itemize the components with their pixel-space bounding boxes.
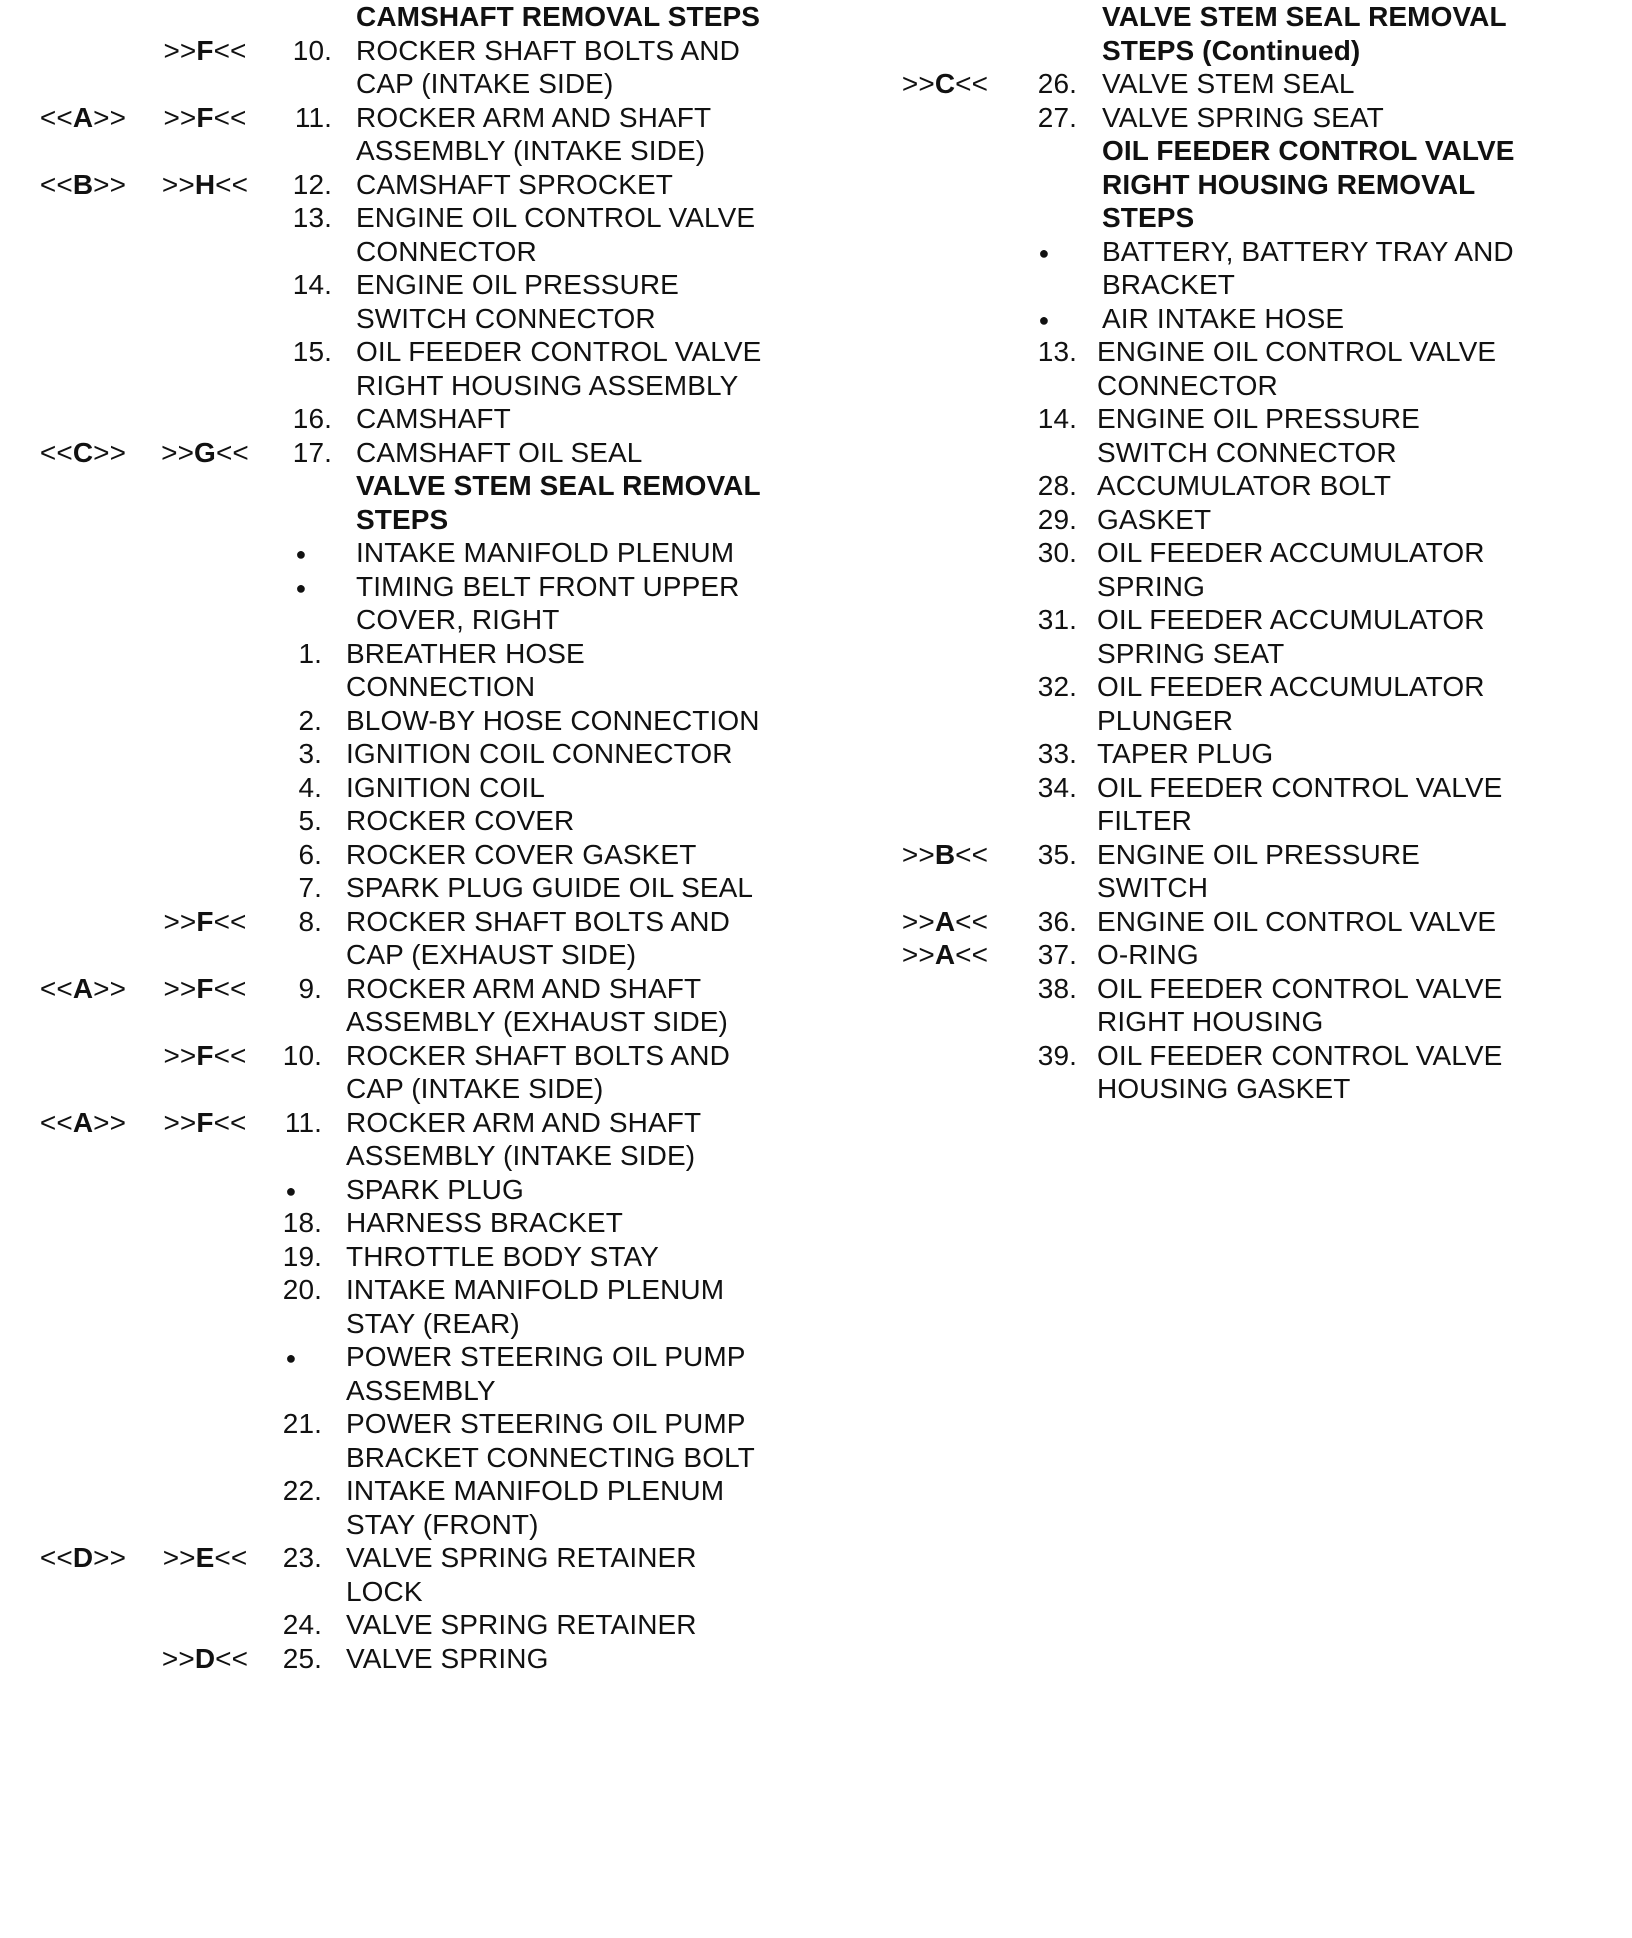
- step-item: [0, 905, 790, 972]
- step-item: [0, 1240, 790, 1274]
- step-item: [0, 1474, 790, 1541]
- removal-note-marker: >>F<<: [163, 1039, 247, 1071]
- install-note-marker: <<C>>: [39, 436, 127, 468]
- step-item: [890, 402, 1632, 469]
- step-text: TAPER PLUG: [1097, 738, 1274, 769]
- step-number: 23.: [282, 1542, 322, 1573]
- step-number: 36.: [1037, 905, 1077, 937]
- step-text: VALVE SPRING SEAT: [1102, 101, 1384, 133]
- step-text: ENGINE OIL PRESSURE SWITCH: [1097, 838, 1420, 903]
- step-item: [0, 972, 790, 1039]
- bullet-item: [890, 302, 1632, 336]
- step-item: [0, 1608, 790, 1642]
- step-item: [0, 1407, 790, 1474]
- step-text: OIL FEEDER CONTROL VALVE RIGHT HOUSING: [1097, 972, 1503, 1037]
- step-item: [890, 905, 1632, 939]
- step-text: POWER STEERING OIL PUMP BRACKET CONNECTING BOLT: [346, 1408, 755, 1473]
- step-text: OIL FEEDER CONTROL VALVE HOUSING GASKET: [1097, 1039, 1503, 1104]
- step-text: VALVE SPRING RETAINER: [346, 1609, 697, 1640]
- removal-note-marker: >>F<<: [163, 101, 247, 133]
- step-text: SPARK PLUG: [346, 1173, 524, 1205]
- step-number: 35.: [1037, 838, 1077, 870]
- step-number: 6.: [298, 838, 322, 870]
- step-item: [0, 1642, 790, 1676]
- step-number: 25.: [282, 1642, 322, 1674]
- step-text: ROCKER SHAFT BOLTS AND CAP (INTAKE SIDE): [356, 34, 740, 99]
- step-item: [890, 838, 1632, 905]
- step-number: 11.: [294, 101, 332, 133]
- step-text: OIL FEEDER ACCUMULATOR SPRING: [1097, 537, 1485, 602]
- step-item: [0, 168, 790, 202]
- step-text: VALVE SPRING RETAINER LOCK: [346, 1542, 697, 1607]
- removal-note-marker: >>D<<: [161, 1642, 249, 1674]
- bullet-icon: ●: [295, 544, 307, 564]
- bullet-item: [0, 570, 790, 637]
- step-item: [890, 335, 1632, 402]
- step-item: [890, 469, 1632, 503]
- step-number: 11.: [284, 1106, 322, 1138]
- step-number: 14.: [1037, 403, 1077, 434]
- step-number: 37.: [1037, 939, 1077, 970]
- right-column: [890, 0, 1632, 1106]
- bullet-item: [0, 1173, 790, 1207]
- step-number: 29.: [1037, 503, 1077, 535]
- step-item: [0, 771, 790, 805]
- removal-note-marker: >>G<<: [161, 436, 249, 468]
- step-item: [890, 938, 1632, 972]
- step-item: [0, 1273, 790, 1340]
- step-text: IGNITION COIL: [346, 771, 545, 803]
- step-number: 21.: [282, 1408, 322, 1439]
- step-number: 28.: [1037, 470, 1077, 501]
- step-item: [0, 268, 790, 335]
- step-text: OIL FEEDER CONTROL VALVE RIGHT HOUSING ASSEMBLY: [356, 336, 762, 401]
- step-text: ENGINE OIL PRESSURE SWITCH CONNECTOR: [356, 269, 679, 334]
- step-number: 39.: [1037, 1039, 1077, 1071]
- bullet-item: [890, 235, 1632, 302]
- step-number: 26.: [1037, 68, 1077, 99]
- step-item: [890, 603, 1632, 670]
- step-text: ROCKER COVER GASKET: [346, 838, 697, 870]
- step-item: [890, 771, 1632, 838]
- step-text: INTAKE MANIFOLD PLENUM STAY (FRONT): [346, 1475, 725, 1540]
- step-number: 7.: [298, 872, 322, 903]
- step-number: 30.: [1037, 537, 1077, 568]
- step-item: [0, 402, 790, 436]
- step-number: 13.: [292, 202, 332, 233]
- step-number: 16.: [292, 403, 332, 434]
- step-number: 12.: [292, 168, 332, 200]
- step-text: BATTERY, BATTERY TRAY AND BRACKET: [1102, 235, 1514, 300]
- step-text: ENGINE OIL CONTROL VALVE CONNECTOR: [1097, 336, 1497, 401]
- step-item: [0, 335, 790, 402]
- removal-note-marker: >>F<<: [163, 34, 247, 66]
- step-text: INTAKE MANIFOLD PLENUM: [356, 537, 735, 568]
- step-number: 24.: [282, 1609, 322, 1640]
- bullet-icon: ●: [295, 577, 307, 598]
- step-text: OIL FEEDER CONTROL VALVE FILTER: [1097, 771, 1503, 836]
- step-item: [890, 536, 1632, 603]
- step-number: 1.: [298, 637, 322, 669]
- section-heading: [0, 0, 790, 34]
- step-item: [890, 101, 1632, 135]
- bullet-icon: ●: [285, 1180, 297, 1201]
- step-item: [890, 1039, 1632, 1106]
- step-text: ENGINE OIL CONTROL VALVE: [1097, 905, 1497, 937]
- step-item: [0, 1541, 790, 1608]
- step-text: GASKET: [1097, 503, 1212, 535]
- step-text: O-RING: [1097, 939, 1199, 970]
- left-column: [0, 0, 790, 1675]
- step-text: ENGINE OIL PRESSURE SWITCH CONNECTOR: [1097, 403, 1420, 468]
- step-number: 17.: [292, 436, 332, 468]
- step-number: 8.: [298, 905, 322, 937]
- step-text: CAMSHAFT: [356, 403, 511, 434]
- step-text: BLOW-BY HOSE CONNECTION: [346, 704, 760, 736]
- bullet-item: [0, 1340, 790, 1407]
- removal-note-marker: >>F<<: [163, 972, 247, 1004]
- step-text: ACCUMULATOR BOLT: [1097, 470, 1392, 501]
- install-note-marker: <<A>>: [39, 972, 127, 1004]
- step-text: POWER STEERING OIL PUMP ASSEMBLY: [346, 1341, 746, 1406]
- step-number: 3.: [298, 738, 322, 769]
- removal-note-marker: >>B<<: [901, 838, 989, 870]
- install-note-marker: <<B>>: [39, 168, 127, 200]
- step-item: [890, 503, 1632, 537]
- heading-text: VALVE STEM SEAL REMOVAL STEPS: [356, 470, 761, 535]
- step-item: [0, 871, 790, 905]
- step-text: ROCKER SHAFT BOLTS AND CAP (INTAKE SIDE): [346, 1039, 730, 1104]
- step-text: VALVE STEM SEAL: [1102, 68, 1355, 99]
- step-item: [890, 670, 1632, 737]
- step-text: AIR INTAKE HOSE: [1102, 302, 1345, 334]
- step-item: [0, 704, 790, 738]
- step-item: [0, 804, 790, 838]
- step-text: INTAKE MANIFOLD PLENUM STAY (REAR): [346, 1274, 725, 1339]
- step-item: [0, 1206, 790, 1240]
- step-text: IGNITION COIL CONNECTOR: [346, 738, 733, 769]
- bullet-icon: ●: [1038, 309, 1050, 330]
- step-number: 14.: [292, 269, 332, 300]
- bullet-icon: ●: [1038, 242, 1050, 263]
- removal-note-marker: >>F<<: [163, 905, 247, 937]
- step-text: OIL FEEDER ACCUMULATOR SPRING SEAT: [1097, 604, 1485, 669]
- step-item: [0, 201, 790, 268]
- bullet-icon: ●: [285, 1348, 297, 1368]
- step-text: CAMSHAFT SPROCKET: [356, 168, 674, 200]
- heading-text: OIL FEEDER CONTROL VALVE RIGHT HOUSING REMOVAL STEPS: [1102, 135, 1515, 233]
- step-number: 5.: [298, 805, 322, 836]
- install-note-marker: <<D>>: [39, 1542, 127, 1573]
- step-number: 4.: [298, 771, 322, 803]
- step-item: [0, 1039, 790, 1106]
- step-number: 10.: [282, 1039, 322, 1071]
- step-number: 20.: [282, 1274, 322, 1305]
- step-item: [0, 737, 790, 771]
- heading-text: CAMSHAFT REMOVAL STEPS: [356, 1, 761, 32]
- step-text: HARNESS BRACKET: [346, 1207, 623, 1238]
- step-text: ROCKER ARM AND SHAFT ASSEMBLY (INTAKE SIDE): [356, 101, 712, 166]
- step-item: [0, 436, 790, 470]
- removal-note-marker: >>H<<: [161, 168, 249, 200]
- step-number: 22.: [282, 1475, 322, 1506]
- removal-note-marker: >>C<<: [901, 68, 989, 99]
- step-item: [890, 67, 1632, 101]
- step-text: OIL FEEDER ACCUMULATOR PLUNGER: [1097, 671, 1485, 736]
- step-number: 18.: [282, 1207, 322, 1238]
- step-text: TIMING BELT FRONT UPPER COVER, RIGHT: [356, 570, 740, 635]
- step-text: ROCKER SHAFT BOLTS AND CAP (EXHAUST SIDE): [346, 905, 730, 970]
- step-text: VALVE SPRING: [346, 1642, 549, 1674]
- step-text: CAMSHAFT OIL SEAL: [356, 436, 643, 468]
- step-text: ROCKER ARM AND SHAFT ASSEMBLY (INTAKE SIDE): [346, 1106, 702, 1171]
- step-number: 10.: [292, 34, 332, 66]
- step-item: [890, 972, 1632, 1039]
- removal-note-marker: >>A<<: [901, 939, 989, 970]
- step-number: 34.: [1037, 771, 1077, 803]
- removal-note-marker: >>E<<: [162, 1542, 248, 1573]
- section-heading: [0, 469, 790, 536]
- step-number: 15.: [292, 336, 332, 367]
- step-item: [0, 1106, 790, 1173]
- step-number: 38.: [1037, 972, 1077, 1004]
- step-number: 9.: [298, 972, 322, 1004]
- section-heading: [890, 0, 1632, 67]
- bullet-item: [0, 536, 790, 570]
- step-text: ENGINE OIL CONTROL VALVE CONNECTOR: [356, 202, 756, 267]
- step-item: [0, 838, 790, 872]
- step-text: SPARK PLUG GUIDE OIL SEAL: [346, 872, 754, 903]
- step-text: ROCKER COVER: [346, 805, 575, 836]
- step-text: THROTTLE BODY STAY: [346, 1240, 659, 1272]
- step-number: 2.: [298, 704, 322, 736]
- step-number: 13.: [1037, 336, 1077, 367]
- install-note-marker: <<A>>: [39, 1106, 127, 1138]
- step-item: [0, 101, 790, 168]
- removal-note-marker: >>A<<: [901, 905, 989, 937]
- step-item: [0, 637, 790, 704]
- heading-text: VALVE STEM SEAL REMOVAL STEPS (Continued): [1102, 1, 1507, 66]
- section-heading: [890, 134, 1632, 235]
- step-text: ROCKER ARM AND SHAFT ASSEMBLY (EXHAUST SIDE): [346, 972, 728, 1037]
- step-item: [890, 737, 1632, 771]
- install-note-marker: <<A>>: [39, 101, 127, 133]
- step-number: 33.: [1037, 738, 1077, 769]
- removal-note-marker: >>F<<: [163, 1106, 247, 1138]
- step-number: 31.: [1037, 604, 1077, 635]
- step-number: 32.: [1037, 671, 1077, 702]
- step-text: BREATHER HOSE CONNECTION: [346, 637, 585, 702]
- step-number: 19.: [282, 1240, 322, 1272]
- step-number: 27.: [1037, 101, 1077, 133]
- step-item: [0, 34, 790, 101]
